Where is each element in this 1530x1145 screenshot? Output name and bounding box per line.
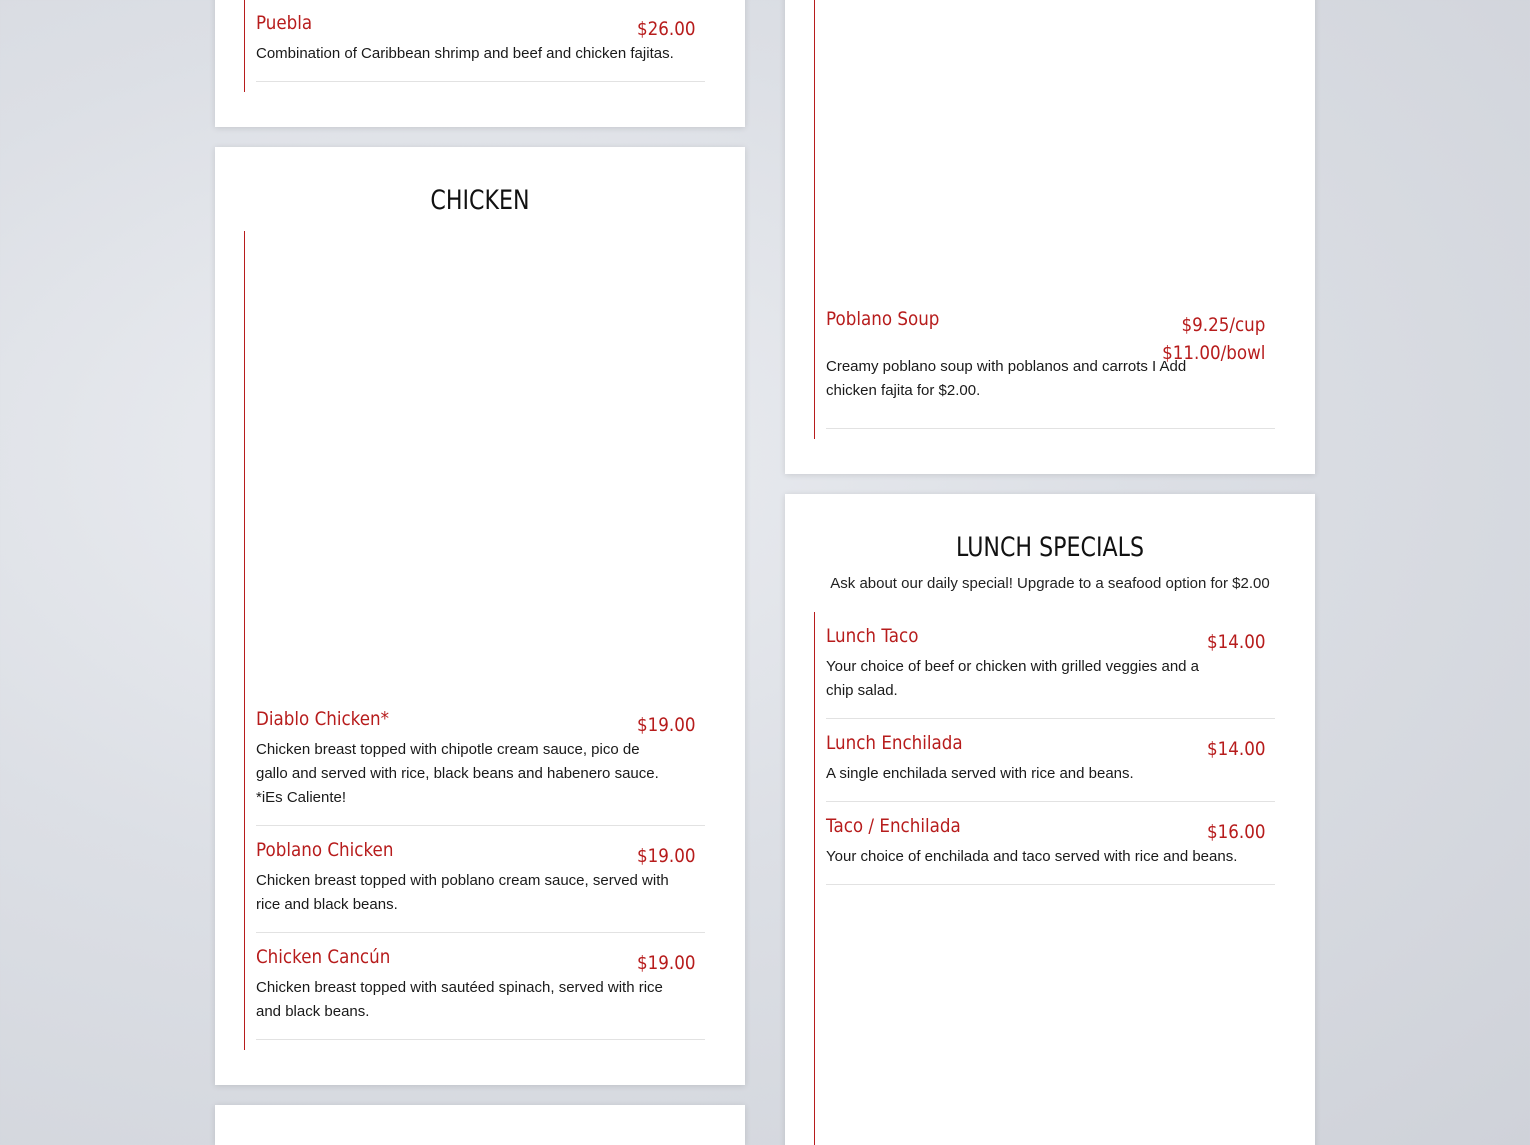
item-name: Taco / Enchilada (826, 815, 961, 837)
item-description: Chicken breast topped with chipotle cream sauce, pico de gallo and served with rice, black beans and habenero sauce. *iEs Caliente! (256, 741, 659, 806)
section-accent-rule (244, 231, 245, 1050)
next-section-card (215, 1105, 745, 1145)
item-price: $19.00 (636, 714, 695, 736)
menu-item-poblano-soup (826, 308, 1275, 429)
menu-item-puebla (256, 12, 705, 82)
item-name: Diablo Chicken* (256, 708, 390, 730)
item-name: Poblano Chicken (256, 839, 394, 861)
section-accent-rule (814, 612, 815, 1145)
chicken-card (215, 147, 745, 1085)
menu-item-diablo-chicken (256, 708, 705, 826)
section-accent-rule (244, 0, 245, 92)
item-price: $14.00 (1206, 738, 1265, 760)
item-price: $14.00 (1206, 631, 1265, 653)
item-name: Chicken Cancún (256, 946, 391, 968)
item-name: Lunch Taco (826, 625, 919, 647)
section-title: LUNCH SPECIALS (955, 532, 1145, 563)
menu-item-lunch-enchilada (826, 732, 1275, 802)
item-price: $26.00 (636, 18, 695, 40)
item-description: Chicken breast topped with poblano cream sauce, served with rice and black beans. (256, 872, 669, 913)
item-price-cup: $9.25/cup (1181, 314, 1265, 336)
item-description: Your choice of enchilada and taco served with rice and beans. (826, 848, 1238, 865)
menu-item-poblano-chicken (256, 839, 705, 933)
item-price: $19.00 (636, 845, 695, 867)
menu-item-chicken-cancun (256, 946, 705, 1040)
item-price-bowl: $11.00/bowl (1161, 342, 1265, 364)
soups-card (785, 0, 1315, 474)
item-description: Creamy poblano soup with poblanos and carrots I Add chicken fajita for $2.00. (826, 358, 1187, 399)
item-description: Combination of Caribbean shrimp and beef and chicken fajitas. (256, 45, 674, 62)
item-name: Poblano Soup (826, 308, 940, 330)
item-name: Puebla (256, 12, 313, 34)
item-price: $19.00 (636, 952, 695, 974)
menu-item-taco-enchilada (826, 815, 1275, 885)
fajitas-card (215, 0, 745, 127)
section-accent-rule (814, 0, 815, 439)
lunch-specials-card (785, 494, 1315, 1145)
section-subtitle: Ask about our daily special! Upgrade to a seafood option for $2.00 (830, 575, 1270, 592)
item-description: Your choice of beef or chicken with grilled veggies and a chip salad. (826, 658, 1200, 699)
item-description: Chicken breast topped with sautéed spinach, served with rice and black beans. (256, 979, 663, 1020)
item-description: A single enchilada served with rice and beans. (826, 765, 1134, 782)
item-price: $16.00 (1206, 821, 1265, 843)
item-name: Lunch Enchilada (826, 732, 963, 754)
menu-item-lunch-taco (826, 625, 1275, 719)
section-title: CHICKEN (430, 185, 530, 216)
